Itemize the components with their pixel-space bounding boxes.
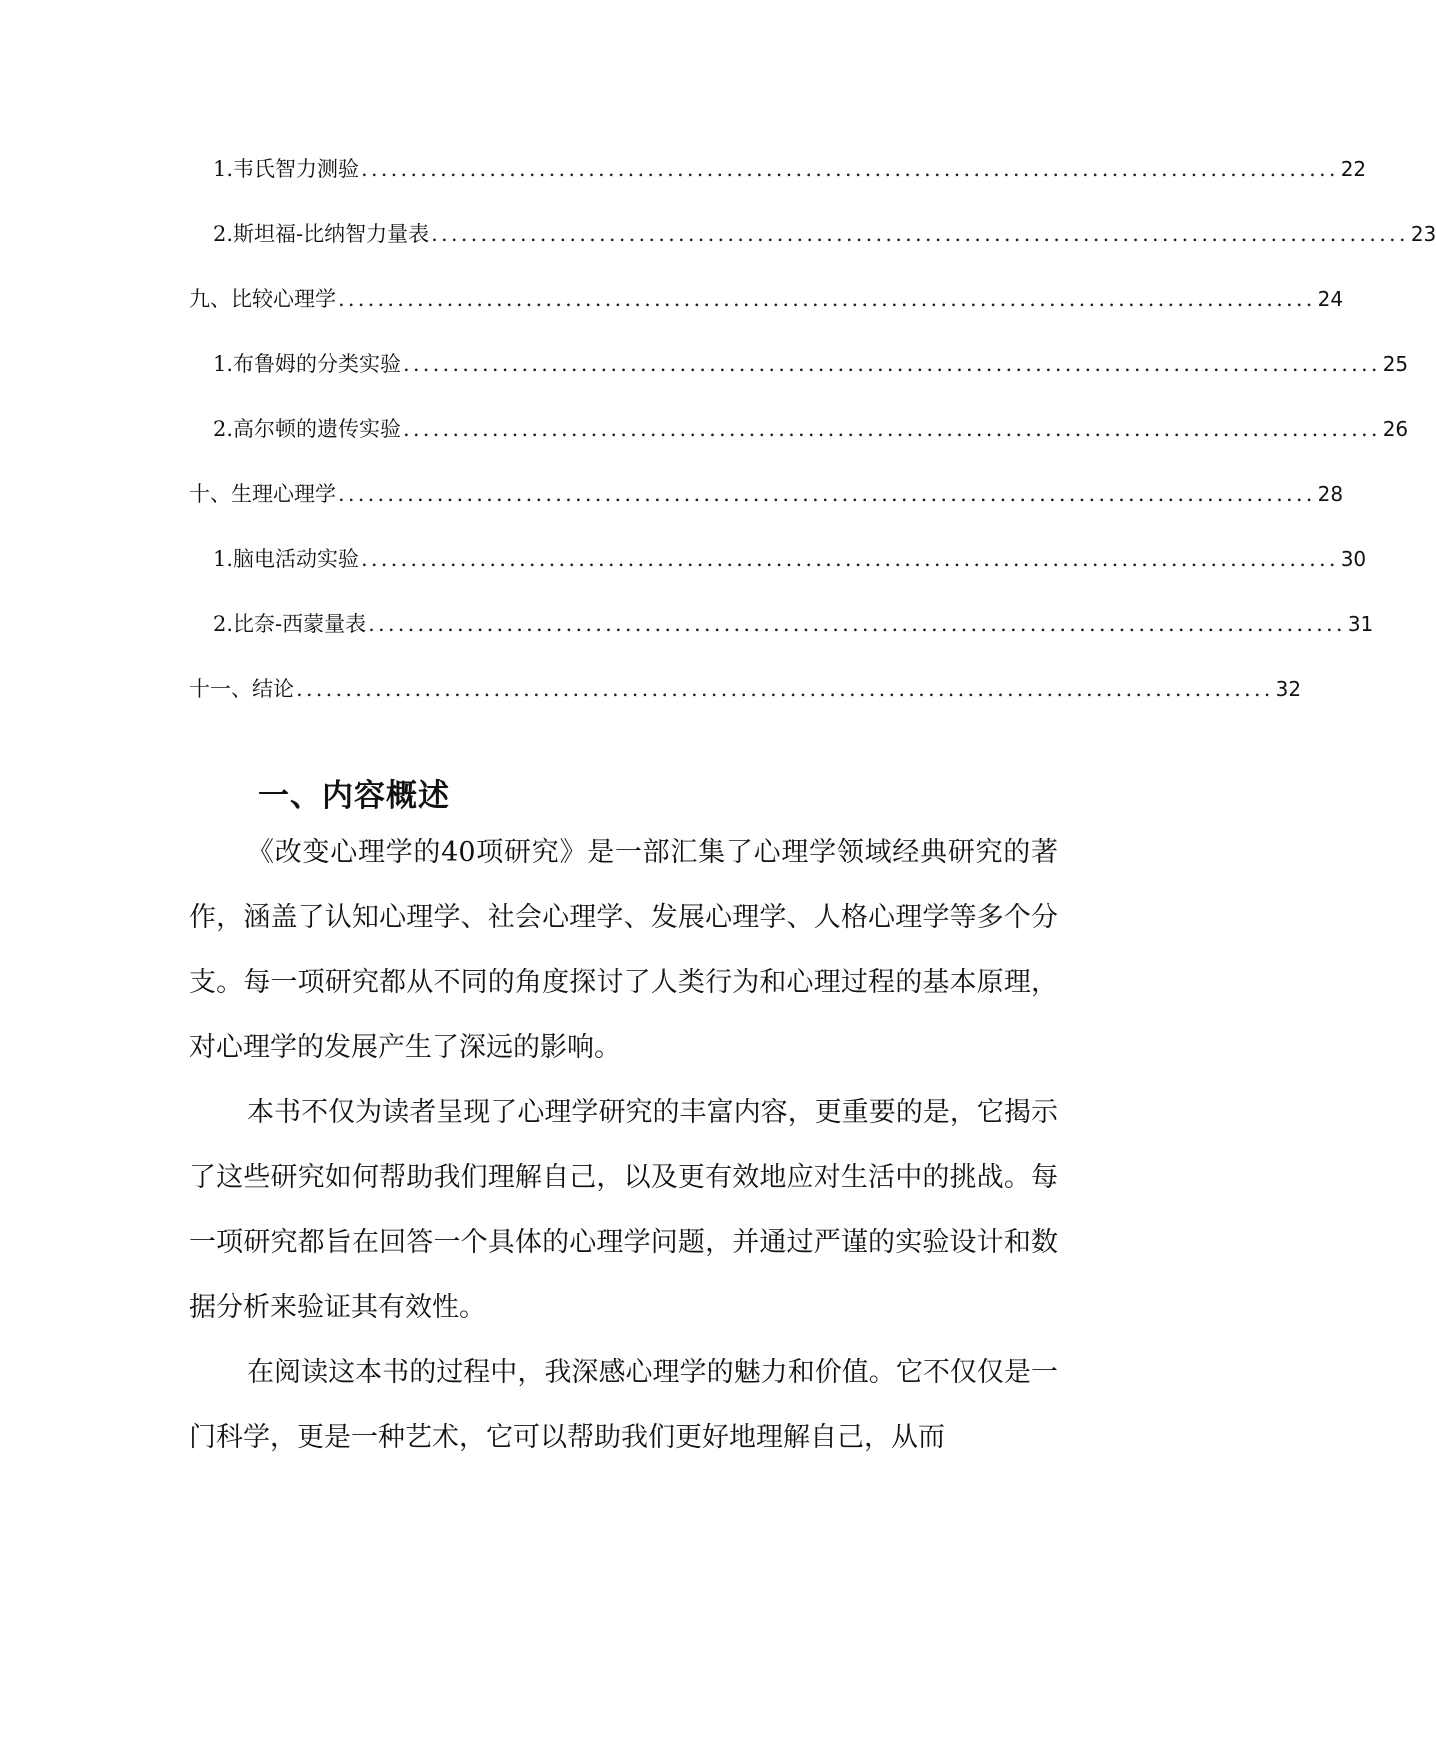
toc-entry-title: 斯坦福-比纳智力量表	[233, 222, 430, 246]
toc-entry[interactable]	[213, 218, 1436, 250]
toc-entry-number: 2.	[213, 417, 234, 441]
toc-entry-title: 高尔顿的遗传实验	[233, 417, 402, 441]
body-paragraph: 本书不仅为读者呈现了心理学研究的丰富内容，更重要的是，它揭示了这些研究如何帮助我们理解自己，以及更有效地应对生活中的挑战。每一项研究都旨在回答一个具体的心理学问题，并通过严谨的实验设计和数据分析来验证其有效性。	[189, 1097, 1058, 1323]
toc-entry-title: 韦氏智力测验	[233, 157, 360, 181]
toc-entry-number: 1.	[213, 157, 234, 181]
toc-entry-page: 23	[1410, 222, 1436, 246]
toc-entry[interactable]	[213, 413, 1409, 445]
toc-entry-title: 脑电活动实验	[233, 547, 360, 571]
toc-entry[interactable]	[189, 673, 1302, 705]
toc-entry-number: 1.	[213, 352, 234, 376]
body-paragraph: 《改变心理学的40项研究》是一部汇集了心理学领域经典研究的著作，涵盖了认知心理学、社会心理学、发展心理学、人格心理学等多个分支。每一项研究都从不同的角度探讨了人类行为和心理过程的基本原理，对心理学的发展产生了深远的影响。	[189, 837, 1058, 1063]
toc-leader-dots: ...................................................................................................	[368, 612, 1346, 636]
toc-entry-page: 28	[1317, 482, 1344, 506]
toc-entry-page: 32	[1275, 677, 1302, 701]
toc-entry-title: 十、生理心理学	[189, 482, 336, 506]
toc-leader-dots: ...................................................................................................	[403, 352, 1381, 376]
toc-entry-page: 25	[1382, 352, 1409, 376]
body-paragraph: 在阅读这本书的过程中，我深感心理学的魅力和价值。它不仅仅是一门科学，更是一种艺术，它可以帮助我们更好地理解自己，从而	[189, 1357, 1058, 1453]
toc-entry[interactable]	[213, 153, 1367, 185]
toc-leader-dots: ...................................................................................................	[431, 222, 1409, 246]
toc-entry[interactable]	[213, 348, 1409, 380]
toc-leader-dots: ...................................................................................................	[338, 482, 1316, 506]
toc-entry-page: 26	[1382, 417, 1409, 441]
section-heading: 一、内容概述	[258, 778, 450, 814]
toc-entry[interactable]	[189, 283, 1344, 315]
toc-entry-page: 22	[1340, 157, 1367, 181]
toc-entry[interactable]	[213, 543, 1367, 575]
toc-entry-number: 1.	[213, 547, 234, 571]
toc-entry-page: 31	[1347, 612, 1374, 636]
toc-entry-title: 十一、结论	[189, 677, 294, 701]
toc-leader-dots: ...................................................................................................	[296, 677, 1274, 701]
toc-entry[interactable]	[213, 608, 1374, 640]
toc-entry-page: 24	[1317, 287, 1344, 311]
toc-entry[interactable]	[189, 478, 1344, 510]
toc-entry-number: 2.	[213, 222, 234, 246]
toc-leader-dots: ...................................................................................................	[361, 157, 1339, 181]
toc-entry-title: 九、比较心理学	[189, 287, 336, 311]
toc-leader-dots: ...................................................................................................	[403, 417, 1381, 441]
toc-entry-title: 比奈-西蒙量表	[233, 612, 367, 636]
toc-leader-dots: ...................................................................................................	[338, 287, 1316, 311]
section-body	[189, 820, 1058, 1470]
toc-entry-number: 2.	[213, 612, 234, 636]
toc-entry-title: 布鲁姆的分类实验	[233, 352, 402, 376]
toc-entry-page: 30	[1340, 547, 1367, 571]
toc-leader-dots: ...................................................................................................	[361, 547, 1339, 571]
